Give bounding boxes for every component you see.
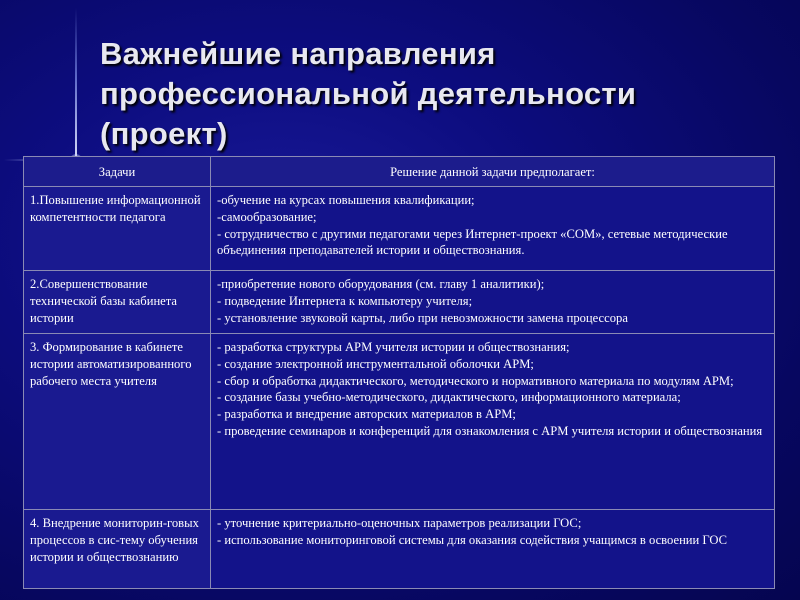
task-cell: 4. Внедрение мониторин-говых процессов в сис-тему обучения истории и обществознанию — [24, 510, 211, 589]
solution-line: - проведение семинаров и конференций для ознакомления с АРМ учителя истории и обществознания — [217, 423, 763, 438]
solution-line: -самообразование; — [217, 209, 317, 224]
table-row — [24, 271, 775, 334]
solution-line: - использование мониторинговой системы для оказания содействия учащимся в освоении ГОС — [217, 532, 728, 547]
task-cell: 3. Формирование в кабинете истории автоматизированного рабочего места учителя — [24, 334, 211, 510]
solution-line: -приобретение нового оборудования (см. главу 1 аналитики); — [217, 277, 545, 291]
solution-line: - установление звуковой карты, либо при невозможности замена процессора — [217, 310, 628, 325]
solution-cell — [211, 334, 775, 510]
task-cell: 2.Совершенствование технической базы кабинета истории — [24, 271, 211, 334]
solution-cell — [211, 510, 775, 589]
solution-line: - создание электронной инструментальной оболочки АРМ; — [217, 356, 534, 371]
solution-line: - сотрудничество с другими педагогами через Интернет-проект «СОМ», сетевые методические объединения преподавателей истории и обществознания. — [217, 226, 728, 258]
tasks-table — [23, 156, 775, 589]
slide-title-line-3: (проект) — [100, 116, 228, 151]
table-header-row — [24, 157, 775, 187]
header-tasks: Задачи — [24, 157, 211, 187]
solution-line: -обучение на курсах повышения квалификации; — [217, 193, 475, 207]
header-solution: Решение данной задачи предполагает: — [211, 157, 775, 187]
solution-cell — [211, 271, 775, 334]
solution-line: - разработка структуры АРМ учителя истории и обществознания; — [217, 340, 570, 354]
slide-title-line-1: Важнейшие направления — [100, 36, 496, 71]
solution-line: - сбор и обработка дидактического, методического и нормативного материала по модулям АРМ; — [217, 373, 734, 388]
slide-title — [100, 34, 780, 154]
task-cell: 1.Повышение информационной компетентности педагога — [24, 187, 211, 271]
solution-line: - разработка и внедрение авторских материалов в АРМ; — [217, 407, 516, 422]
table-row — [24, 334, 775, 510]
solution-line: - подведение Интернета к компьютеру учителя; — [217, 293, 473, 308]
solution-line: - уточнение критериально-оценочных параметров реализации ГОС; — [217, 516, 582, 530]
solution-cell — [211, 187, 775, 271]
table-row — [24, 187, 775, 271]
solution-line: - создание базы учебно-методического, дидактического, информационного материала; — [217, 390, 681, 405]
table-row — [24, 510, 775, 589]
slide-title-line-2: профессиональной деятельности — [100, 76, 637, 111]
